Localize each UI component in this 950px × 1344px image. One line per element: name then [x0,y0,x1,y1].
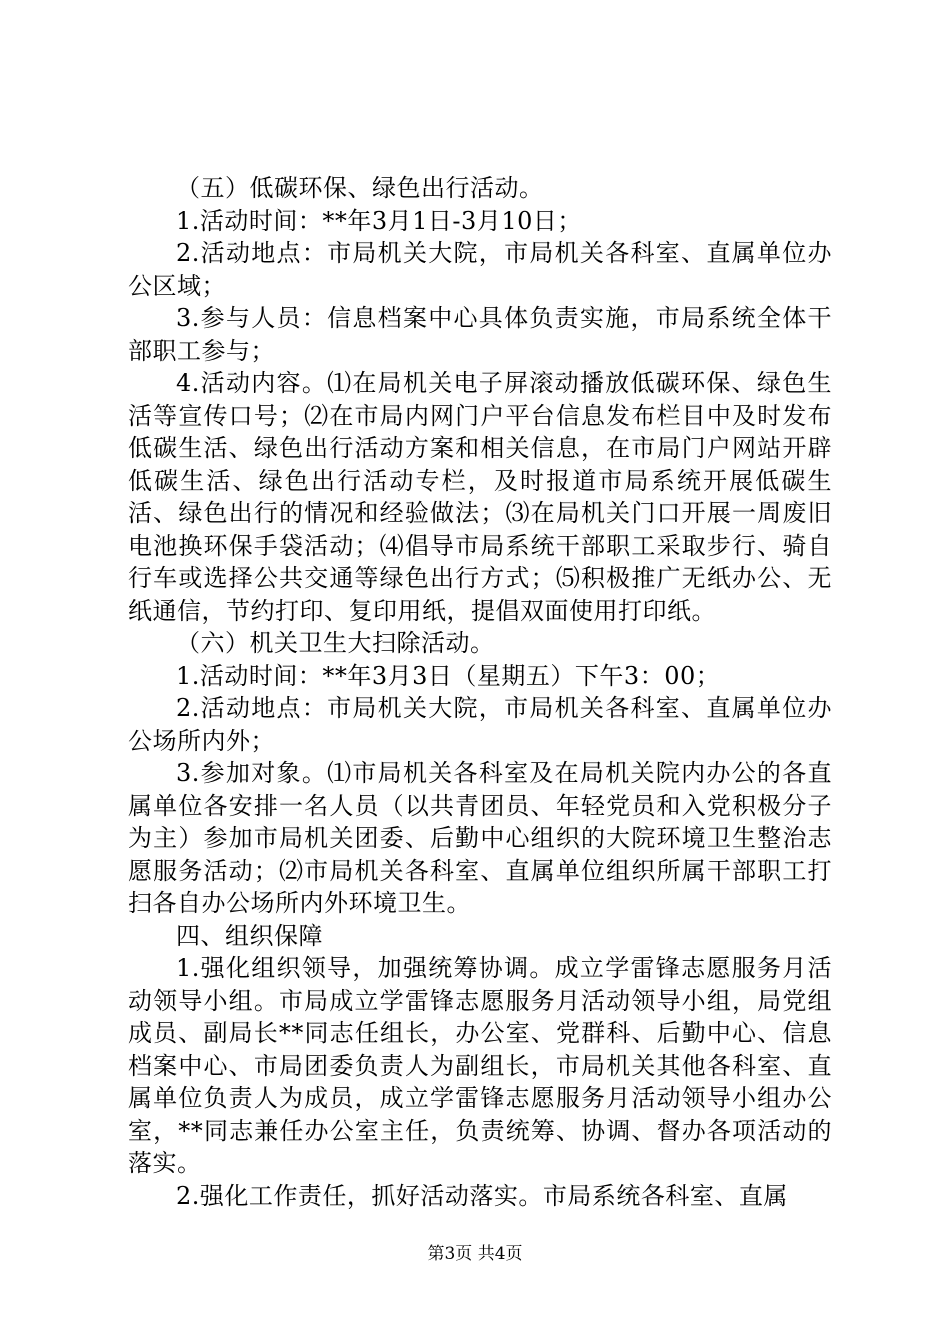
activity-location-paragraph: 2.活动地点：市局机关大院，市局机关各科室、直属单位办公区域； [128,239,832,300]
section-four-heading: 四、组织保障 [176,921,323,950]
section-five-heading: （五）低碳环保、绿色出行活动。 [176,174,544,202]
cleaning-participants-paragraph: 3.参加对象。⑴市局机关各科室及在局机关院内办公的各直属单位各安排一名人员（以共青团员、年轻党员和入党积极分子为主）参加市局机关团委、后勤中心组织的大院环境卫生整治志愿服务活动；⑵市局机关各科室、直属单位组织所属干部职工打扫各自办公场所内外环境卫生。 [128,759,832,917]
document-body [128,172,832,1212]
activity-time-paragraph: 1.活动时间：**年3月1日-3月10日； [176,206,582,235]
section-six-heading: （六）机关卫生大扫除活动。 [176,629,495,657]
work-responsibility-paragraph: 2.强化工作责任，抓好活动落实。市局系统各科室、直属 [176,1181,788,1210]
participants-paragraph: 3.参与人员：信息档案中心具体负责实施，市局系统全体干部职工参与； [128,304,832,365]
page-number-footer: 第3页 共4页 [427,1244,523,1264]
cleaning-location-paragraph: 2.活动地点：市局机关大院，市局机关各科室、直属单位办公场所内外； [128,694,832,755]
activity-content-paragraph: 4.活动内容。⑴在局机关电子屏滚动播放低碳环保、绿色生活等宣传口号；⑵在市局内网门户平台信息发布栏目中及时发布低碳生活、绿色出行活动方案和相关信息，在市局门户网站开辟低碳生活、绿色出行活动专栏，及时报道市局系统开展低碳生活、绿色出行的情况和经验做法；⑶在局机关门口开展一周废旧电池换环保手袋活动；⑷倡导市局系统干部职工采取步行、骑自行车或选择公共交通等绿色出行方式；⑸积极推广无纸办公、无纸通信，节约打印、复印用纸，提倡双面使用打印纸。 [128,369,832,625]
cleaning-time-paragraph: 1.活动时间：**年3月3日（星期五）下午3：00； [176,661,721,690]
organization-leadership-paragraph: 1.强化组织领导，加强统筹协调。成立学雷锋志愿服务月活动领导小组。市局成立学雷锋志愿服务月活动领导小组，局党组成员、副局长**同志任组长，办公室、党群科、后勤中心、信息档案中心、市局团委负责人为副组长，市局机关其他各科室、直属单位负责人为成员，成立学雷锋志愿服务月活动领导小组办公室，**同志兼任办公室主任，负责统筹、协调、督办各项活动的落实。 [128,954,832,1177]
